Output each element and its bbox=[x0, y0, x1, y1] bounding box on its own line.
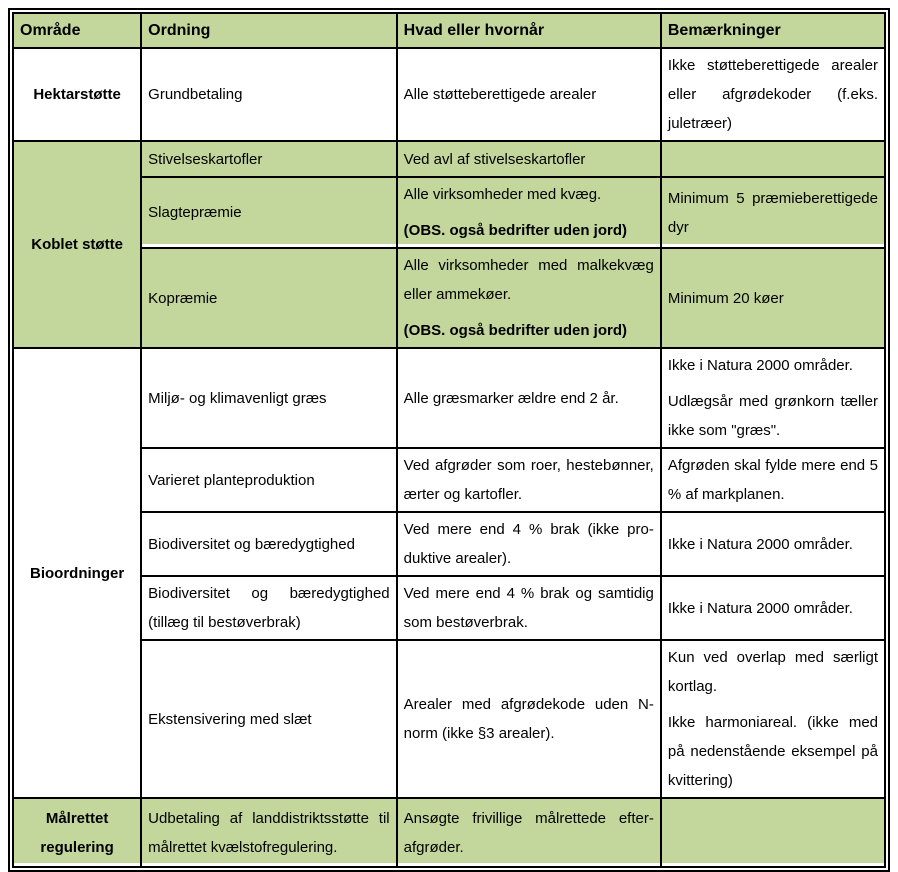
ordning-cell bbox=[141, 448, 396, 512]
hvad-cell bbox=[397, 448, 661, 512]
paragraph: Minimum 20 køer bbox=[667, 289, 784, 307]
ordning-cell bbox=[141, 576, 396, 640]
paragraph: Ikke i Natura 2000 områder. bbox=[667, 599, 853, 617]
remarks-cell bbox=[661, 248, 885, 348]
paragraph: Alle støtteberettigede arealer bbox=[403, 86, 597, 103]
paragraph: Kun ved overlap med særligt kortlag. bbox=[667, 649, 878, 695]
paragraph: Biodiversitet og bæredygtighed (tillæg til bestøverbrak) bbox=[148, 585, 390, 631]
hvad-cell bbox=[397, 248, 661, 348]
table-row bbox=[13, 141, 885, 177]
hvad-cell bbox=[397, 576, 661, 640]
col-header-hvad-eller-hvornaar: Hvad eller hvornår bbox=[397, 13, 661, 48]
ordning-cell bbox=[141, 248, 396, 348]
paragraph: Grundbetaling bbox=[148, 86, 243, 103]
remarks-cell bbox=[661, 512, 885, 576]
paragraph: Ved mere end 4 % brak (ikke produktive arealer). bbox=[403, 521, 654, 567]
remarks-cell bbox=[661, 448, 885, 512]
header-row bbox=[13, 13, 885, 48]
hvad-cell bbox=[397, 177, 661, 248]
hvad-cell bbox=[397, 798, 661, 867]
table-row bbox=[13, 348, 885, 448]
table-row bbox=[13, 177, 885, 248]
remarks-cell bbox=[661, 177, 885, 248]
ordning-cell bbox=[141, 177, 396, 248]
ordning-cell bbox=[141, 48, 396, 141]
hvad-cell bbox=[397, 48, 661, 141]
hvad-cell bbox=[397, 512, 661, 576]
paragraph: Alle virksomheder med kvæg. bbox=[403, 186, 602, 203]
paragraph: Ikke i Natura 2000 områder. bbox=[667, 535, 853, 553]
paragraph: Ansøgte frivillige målrettede efterafgrøder. bbox=[403, 809, 654, 856]
ordning-cell bbox=[141, 141, 396, 177]
hvad-cell bbox=[397, 141, 661, 177]
remarks-cell bbox=[661, 48, 885, 141]
table-row bbox=[13, 798, 885, 867]
paragraph: Ikke støtteberettigede arealer eller afgrødekoder (f.eks. juletræer) bbox=[667, 57, 878, 132]
subsidy-table bbox=[12, 12, 886, 868]
paragraph: Udlægsår med grønkorn tæller ikke som "græs". bbox=[667, 393, 878, 439]
col-header-bemaerkninger: Bemærkninger bbox=[661, 13, 885, 48]
col-header-omraade: Område bbox=[13, 13, 141, 48]
paragraph: Ved avl af stivelseskartofler bbox=[403, 150, 586, 168]
paragraph: Afgrøden skal fylde mere end 5 % af markplanen. bbox=[667, 457, 878, 503]
col-header-ordning: Ordning bbox=[141, 13, 396, 48]
ordning-cell bbox=[141, 640, 396, 798]
area-cell-koblet-stoette: Koblet støtte bbox=[13, 141, 141, 348]
remarks-cell bbox=[661, 576, 885, 640]
table-row bbox=[13, 640, 885, 798]
paragraph: Minimum 5 præmieberettigede dyr bbox=[667, 189, 878, 236]
table-row bbox=[13, 512, 885, 576]
ordning-cell bbox=[141, 798, 396, 867]
area-cell-maalrettet-regulering: Målrettet regulering bbox=[13, 798, 141, 867]
paragraph: Ikke harmoniareal. (ikke med på nedenstående eksempel på kvittering) bbox=[667, 714, 878, 789]
paragraph: Ved afgrøder som roer, hestebønner, ærter og kartofler. bbox=[403, 457, 654, 503]
paragraph: Alle virksomheder med malkekvæg eller ammekøer. bbox=[403, 257, 654, 303]
ordning-cell bbox=[141, 348, 396, 448]
paragraph: Biodiversitet og bæredygtighed bbox=[148, 535, 355, 553]
paragraph-obs-note: (OBS. også bedrifter uden jord) bbox=[403, 322, 628, 339]
paragraph: Ved mere end 4 % brak og samtidig som bestøverbrak. bbox=[403, 585, 654, 631]
paragraph: Arealer med afgrødekode uden N-norm (ikke §3 arealer). bbox=[403, 696, 654, 742]
remarks-cell bbox=[661, 640, 885, 798]
area-cell-hektarstoette: Hektarstøtte bbox=[13, 48, 141, 141]
remarks-cell bbox=[661, 348, 885, 448]
table-row bbox=[13, 48, 885, 141]
table-border-frame bbox=[8, 8, 890, 872]
remarks-cell-empty bbox=[661, 798, 885, 867]
ordning-cell bbox=[141, 512, 396, 576]
paragraph: Varieret planteproduktion bbox=[148, 471, 315, 489]
paragraph: Ikke i Natura 2000 områder. bbox=[667, 357, 853, 374]
paragraph: Alle græsmarker ældre end 2 år. bbox=[403, 389, 619, 407]
table-row bbox=[13, 248, 885, 348]
paragraph: Ekstensivering med slæt bbox=[148, 710, 312, 728]
paragraph-obs-note: (OBS. også bedrifter uden jord) bbox=[403, 222, 628, 239]
paragraph: Stivelseskartofler bbox=[148, 150, 263, 168]
area-cell-bioordninger: Bioordninger bbox=[13, 348, 141, 798]
paragraph: Udbetaling af landdistriktsstøtte til målrettet kvælstofregulering. bbox=[148, 809, 390, 856]
paragraph: Miljø- og klimavenligt græs bbox=[148, 389, 327, 407]
remarks-cell-empty bbox=[661, 141, 885, 177]
table-row bbox=[13, 448, 885, 512]
table-row bbox=[13, 576, 885, 640]
paragraph: Kopræmie bbox=[148, 289, 218, 307]
paragraph: Slagtepræmie bbox=[148, 204, 242, 221]
hvad-cell bbox=[397, 348, 661, 448]
hvad-cell bbox=[397, 640, 661, 798]
